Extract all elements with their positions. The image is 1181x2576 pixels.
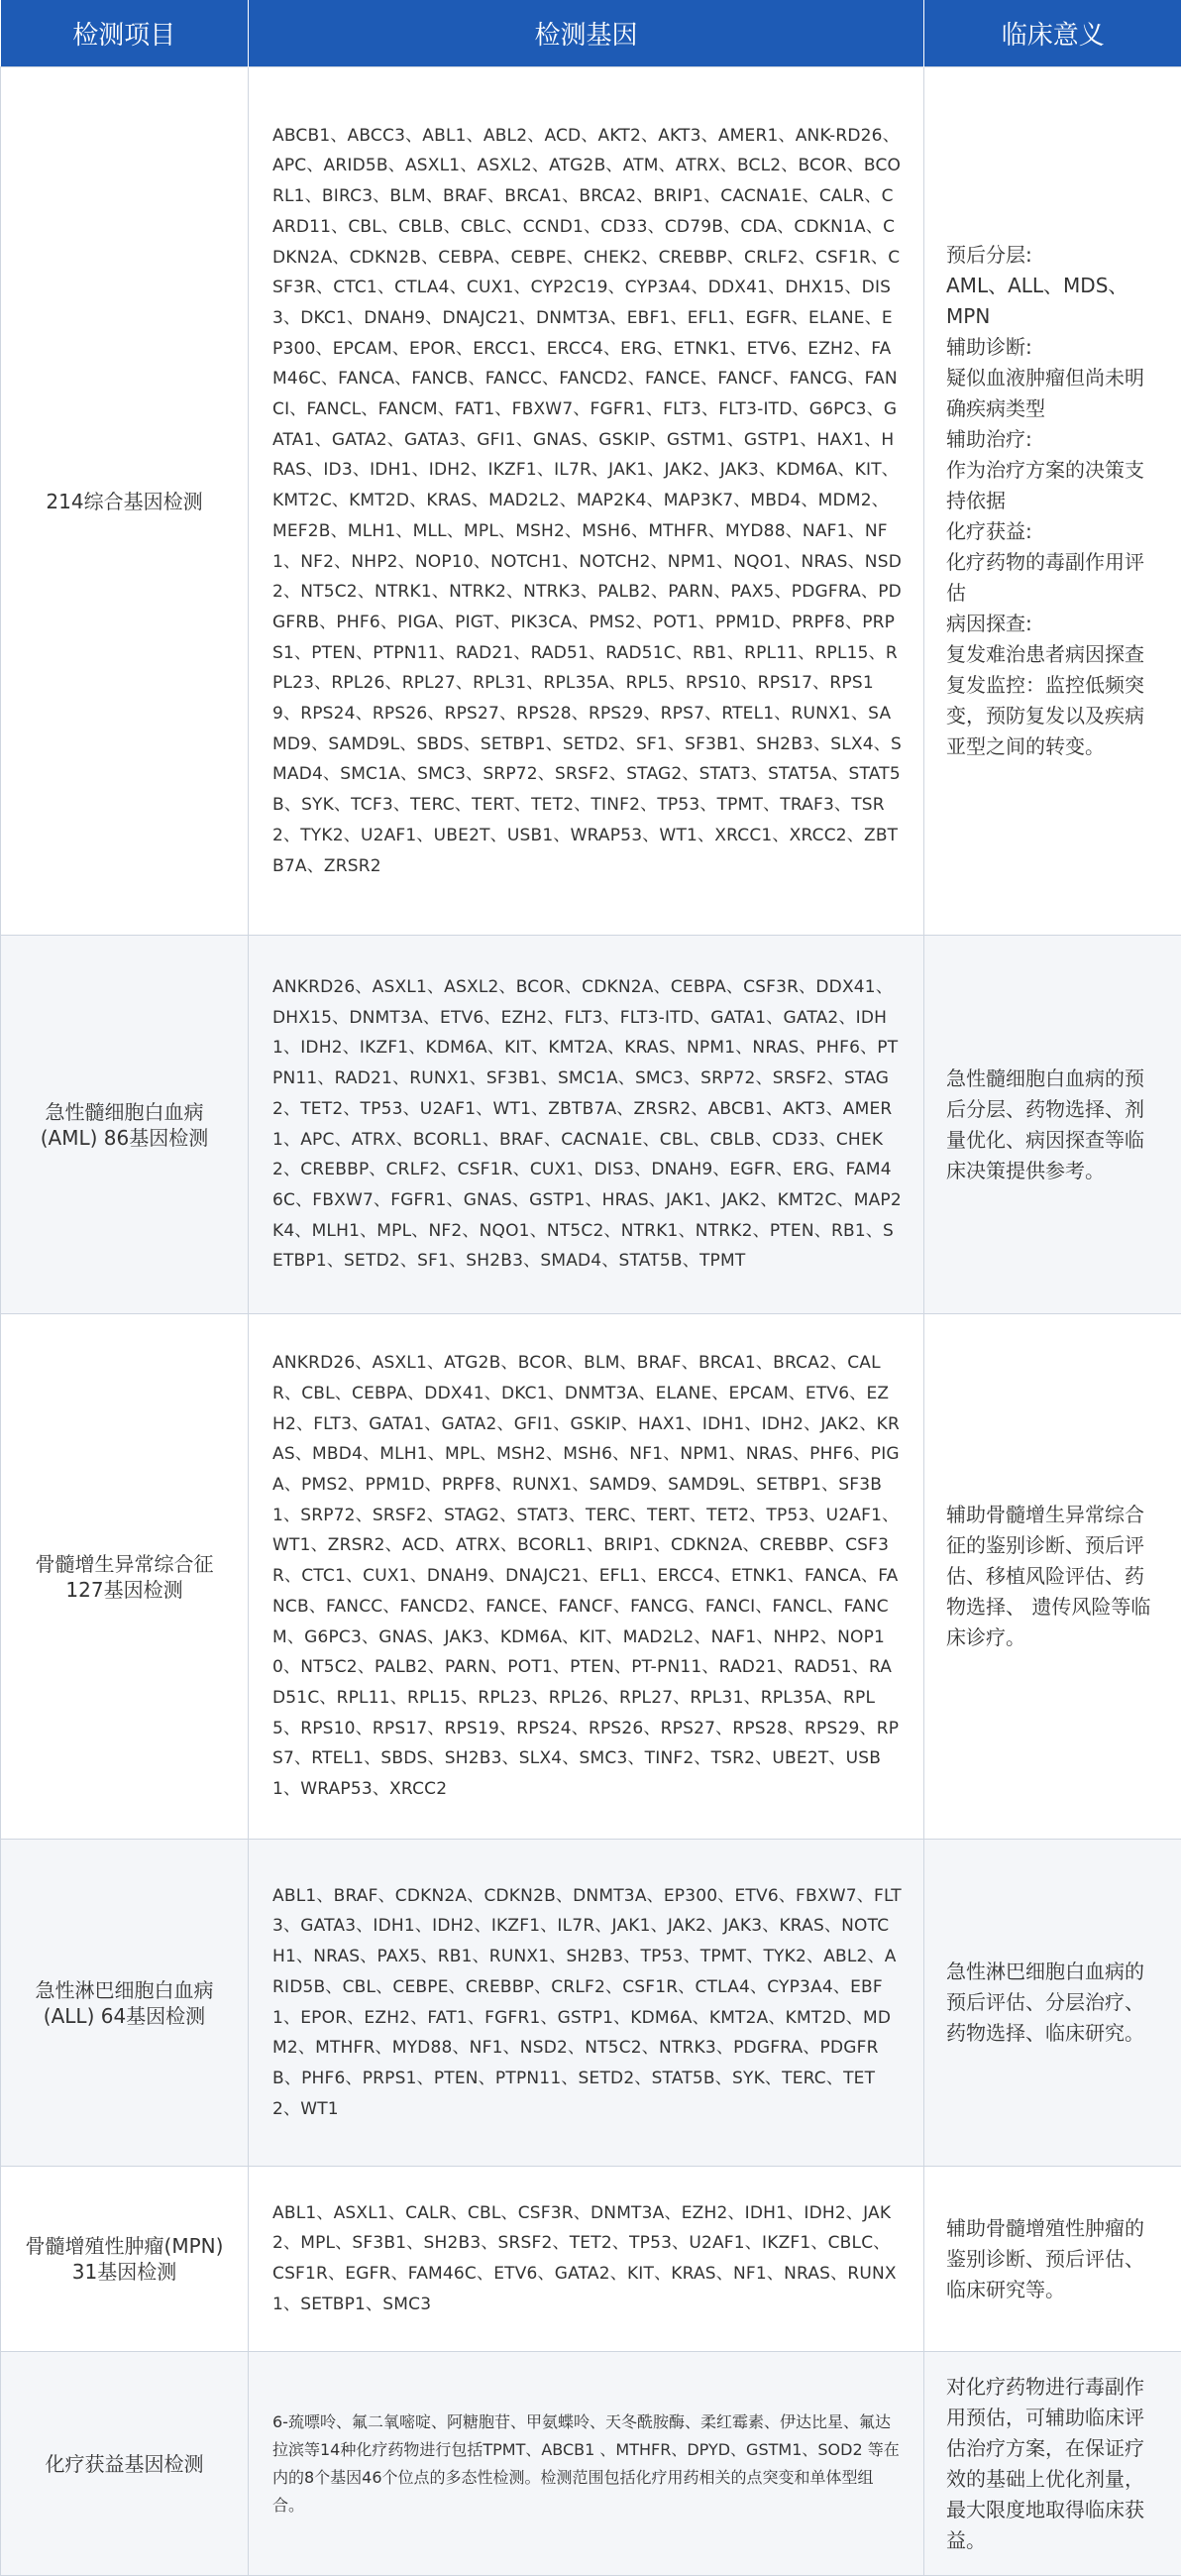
significance-line: 病因探查:	[946, 612, 1032, 635]
significance-line: AML、ALL、MDS、MPN	[946, 274, 1128, 328]
clinical-significance	[924, 2352, 1181, 2576]
significance-line: 辅助治疗:	[946, 427, 1032, 451]
test-name: 急性淋巴细胞白血病(ALL) 64基因检测	[1, 1840, 249, 2167]
gene-list: ANKRD26、ASXL1、ASXL2、BCOR、CDKN2A、CEBPA、CSF3R、DDX41、DHX15、DNMT3A、ETV6、EZH2、FLT3、FLT3-ITD、GATA1、GATA2、IDH1、IDH2、IKZF1、KDM6A、KIT、KMT2A、KRAS、NPM1、NRAS、PHF6、PTPN11、RAD21、RUNX1、SF3B1、SMC1A、SMC3、SRP72、SRSF2、STAG2、TET2、TP53、U2AF1、WT1、ZBTB7A、ZRSR2、ABCB1、AKT3、AMER1、APC、ATRX、BCORL1、BRAF、CACNA1E、CBL、CBLB、CD33、CHEK2、CREBBP、CRLF2、CSF1R、CUX1、DIS3、DNAH9、EGFR、ERG、FAM46C、FBXW7、FGFR1、GNAS、GSTP1、HRAS、JAK1、JAK2、KMT2C、MAP2K4、MLH1、MPL、NF2、NQO1、NT5C2、NTRK1、NTRK2、PTEN、RB1、SETBP1、SETD2、SF1、SH2B3、SMAD4、STAT5B、TPMT	[249, 936, 924, 1314]
clinical-significance	[924, 1840, 1181, 2167]
table-row	[1, 1314, 1181, 1840]
significance-line: 化疗药物的毒副作用评估	[946, 550, 1144, 605]
table-row	[1, 1840, 1181, 2167]
significance-line: 预后分层:	[946, 243, 1032, 267]
significance-line: 复发监控：监控低频突变，预防复发以及疾病亚型之间的转变。	[946, 673, 1144, 758]
gene-list: ANKRD26、ASXL1、ATG2B、BCOR、BLM、BRAF、BRCA1、BRCA2、CALR、CBL、CEBPA、DDX41、DKC1、DNMT3A、ELANE、EPCAM、ETV6、EZH2、FLT3、GATA1、GATA2、GFI1、GSKIP、HAX1、IDH1、IDH2、JAK2、KRAS、MBD4、MLH1、MPL、MSH2、MSH6、NF1、NPM1、NRAS、PHF6、PIGA、PMS2、PPM1D、PRPF8、RUNX1、SAMD9、SAMD9L、SETBP1、SF3B1、SRP72、SRSF2、STAG2、STAT3、TERC、TERT、TET2、TP53、U2AF1、WT1、ZRSR2、ACD、ATRX、BCORL1、BRIP1、CDKN2A、CREBBP、CSF3R、CTC1、CUX1、DNAH9、DNAJC21、EFL1、ERCC4、ETNK1、FANCA、FANCB、FANCC、FANCD2、FANCE、FANCF、FANCG、FANCI、FANCL、FANCM、G6PC3、GNAS、JAK3、KDM6A、KIT、MAD2L2、NAF1、NHP2、NOP10、NT5C2、PALB2、PARN、POT1、PTEN、PT-PN11、RAD21、RAD51、RAD51C、RPL11、RPL15、RPL23、RPL26、RPL27、RPL31、RPL35A、RPL5、RPS10、RPS17、RPS19、RPS24、RPS26、RPS27、RPS28、RPS29、RPS7、RTEL1、SBDS、SH2B3、SLX4、SMC3、TINF2、TSR2、UBE2T、USB1、WRAP53、XRCC2	[249, 1314, 924, 1840]
test-name: 急性髓细胞白血病(AML) 86基因检测	[1, 936, 249, 1314]
table-header-row	[1, 0, 1181, 67]
table-row	[1, 2352, 1181, 2576]
table-row	[1, 936, 1181, 1314]
test-name: 骨髓增殖性肿瘤(MPN) 31基因检测	[1, 2167, 249, 2352]
test-name: 化疗获益基因检测	[1, 2352, 249, 2576]
table-row	[1, 67, 1181, 936]
significance-line: 辅助骨髓增生异常综合征的鉴别诊断、预后评估、移植风险评估、药物选择、 遗传风险等临床诊疗。	[946, 1503, 1151, 1649]
clinical-significance	[924, 2167, 1181, 2352]
clinical-significance	[924, 67, 1181, 936]
significance-line: 复发难治患者病因探查	[946, 642, 1144, 666]
header-test-item: 检测项目	[1, 0, 249, 67]
test-name: 骨髓增生异常综合征127基因检测	[1, 1314, 249, 1840]
significance-line: 疑似血液肿瘤但尚未明确疾病类型	[946, 366, 1144, 420]
gene-list: 6-巯嘌呤、氟二氧嘧啶、阿糖胞苷、甲氨蝶呤、天冬酰胺酶、柔红霉素、伊达比星、氟达拉滨等14种化疗药物进行包括TPMT、ABCB1 、MTHFR、DPYD、GSTM1、SOD2 等在内的8个基因46个位点的多态性检测。检测范围包括化疗用药相关的点突变和单体型组合。	[249, 2352, 924, 2576]
significance-line: 化疗获益:	[946, 519, 1032, 543]
significance-line: 对化疗药物进行毒副作用预估，可辅助临床评估治疗方案，在保证疗效的基础上优化剂量，最大限度地取得临床获益。	[946, 2374, 1144, 2552]
gene-list: ABL1、ASXL1、CALR、CBL、CSF3R、DNMT3A、EZH2、IDH1、IDH2、JAK2、MPL、SF3B1、SH2B3、SRSF2、TET2、TP53、U2AF1、IKZF1、CBLC、CSF1R、EGFR、FAM46C、ETV6、GATA2、KIT、KRAS、NF1、NRAS、RUNX1、SETBP1、SMC3	[249, 2167, 924, 2352]
gene-list: ABL1、BRAF、CDKN2A、CDKN2B、DNMT3A、EP300、ETV6、FBXW7、FLT3、GATA3、IDH1、IDH2、IKZF1、IL7R、JAK1、JAK2、JAK3、KRAS、NOTCH1、NRAS、PAX5、RB1、RUNX1、SH2B3、TP53、TPMT、TYK2、ABL2、ARID5B、CBL、CEBPE、CREBBP、CRLF2、CSF1R、CTLA4、CYP3A4、EBF1、EPOR、EZH2、FAT1、FGFR1、GSTP1、KDM6A、KMT2A、KMT2D、MDM2、MTHFR、MYD88、NF1、NSD2、NT5C2、NTRK3、PDGFRA、PDGFRB、PHF6、PRPS1、PTEN、PTPN11、SETD2、STAT5B、SYK、TERC、TET2、WT1	[249, 1840, 924, 2167]
clinical-significance	[924, 936, 1181, 1314]
header-test-genes: 检测基因	[249, 0, 924, 67]
clinical-significance	[924, 1314, 1181, 1840]
table-row	[1, 2167, 1181, 2352]
significance-line: 作为治疗方案的决策支持依据	[946, 458, 1144, 512]
significance-line: 辅助骨髓增殖性肿瘤的鉴别诊断、预后评估、临床研究等。	[946, 2215, 1144, 2301]
test-name: 214综合基因检测	[1, 67, 249, 936]
gene-list: ABCB1、ABCC3、ABL1、ABL2、ACD、AKT2、AKT3、AMER1、ANK-RD26、APC、ARID5B、ASXL1、ASXL2、ATG2B、ATM、ATRX、BCL2、BCOR、BCORL1、BIRC3、BLM、BRAF、BRCA1、BRCA2、BRIP1、CACNA1E、CALR、CARD11、CBL、CBLB、CBLC、CCND1、CD33、CD79B、CDA、CDKN1A、CDKN2A、CDKN2B、CEBPA、CEBPE、CHEK2、CREBBP、CRLF2、CSF1R、CSF3R、CTC1、CTLA4、CUX1、CYP2C19、CYP3A4、DDX41、DHX15、DIS3、DKC1、DNAH9、DNAJC21、DNMT3A、EBF1、EFL1、EGFR、ELANE、EP300、EPCAM、EPOR、ERCC1、ERCC4、ERG、ETNK1、ETV6、EZH2、FAM46C、FANCA、FANCB、FANCC、FANCD2、FANCE、FANCF、FANCG、FANCI、FANCL、FANCM、FAT1、FBXW7、FGFR1、FLT3、FLT3-ITD、G6PC3、GATA1、GATA2、GATA3、GFI1、GNAS、GSKIP、GSTM1、GSTP1、HAX1、HRAS、ID3、IDH1、IDH2、IKZF1、IL7R、JAK1、JAK2、JAK3、KDM6A、KIT、KMT2C、KMT2D、KRAS、MAD2L2、MAP2K4、MAP3K7、MBD4、MDM2、MEF2B、MLH1、MLL、MPL、MSH2、MSH6、MTHFR、MYD88、NAF1、NF1、NF2、NHP2、NOP10、NOTCH1、NOTCH2、NPM1、NQO1、NRAS、NSD2、NT5C2、NTRK1、NTRK2、NTRK3、PALB2、PARN、PAX5、PDGFRA、PDGFRB、PHF6、PIGA、PIGT、PIK3CA、PMS2、POT1、PPM1D、PRPF8、PRPS1、PTEN、PTPN11、RAD21、RAD51、RAD51C、RB1、RPL11、RPL15、RPL23、RPL26、RPL27、RPL31、RPL35A、RPL5、RPS10、RPS17、RPS19、RPS24、RPS26、RPS27、RPS28、RPS29、RPS7、RTEL1、RUNX1、SAMD9、SAMD9L、SBDS、SETBP1、SETD2、SF1、SF3B1、SH2B3、SLX4、SMAD4、SMC1A、SMC3、SRP72、SRSF2、STAG2、STAT3、STAT5A、STAT5B、SYK、TCF3、TERC、TERT、TET2、TINF2、TP53、TPMT、TRAF3、TSR2、TYK2、U2AF1、UBE2T、USB1、WRAP53、WT1、XRCC1、XRCC2、ZBTB7A、ZRSR2	[249, 67, 924, 936]
significance-line: 急性髓细胞白血病的预后分层、药物选择、剂量优化、病因探查等临床决策提供参考。	[946, 1065, 1144, 1182]
significance-line: 辅助诊断:	[946, 335, 1032, 359]
header-clinical-significance: 临床意义	[924, 0, 1181, 67]
significance-line: 急性淋巴细胞白血病的预后评估、分层治疗、药物选择、临床研究。	[946, 1960, 1144, 2045]
